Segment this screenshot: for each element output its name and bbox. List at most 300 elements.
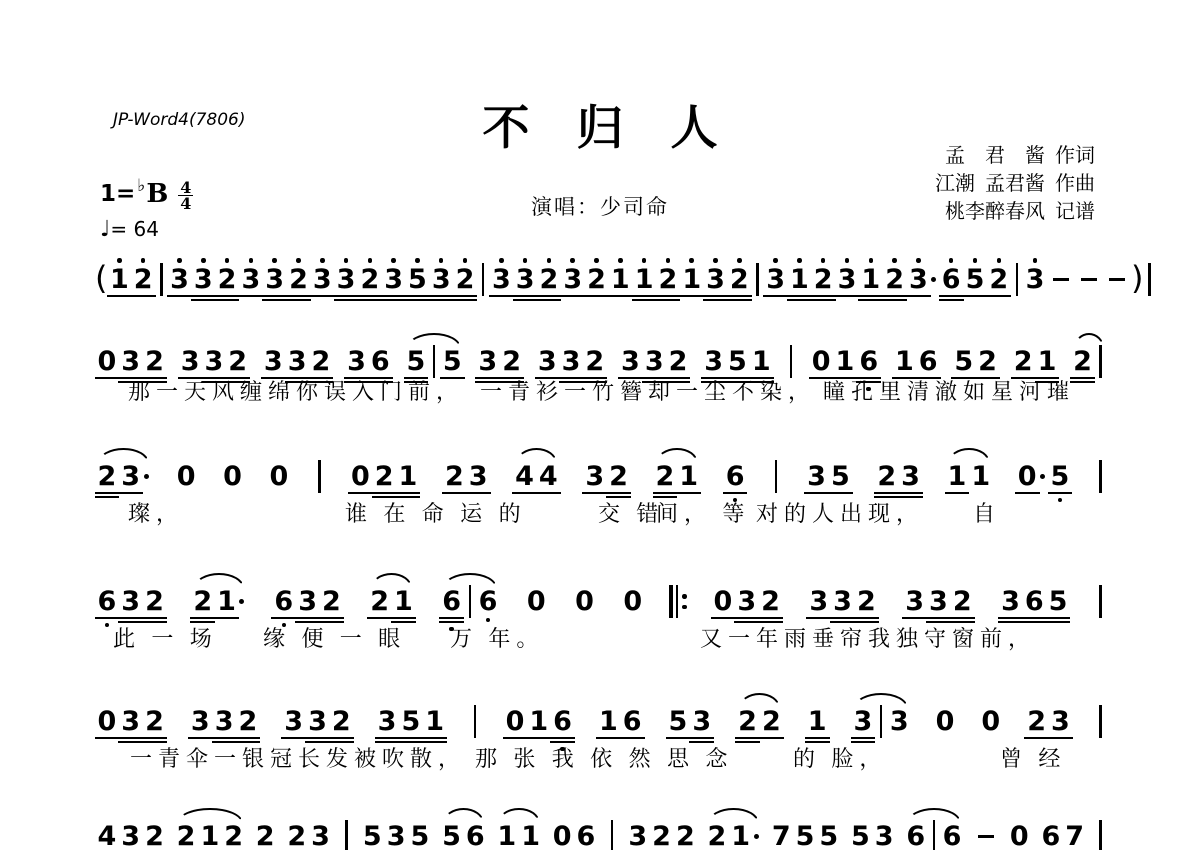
octave-dot-spacer: [370, 815, 375, 820]
note: [657, 258, 679, 309]
note: [108, 258, 130, 305]
note-number: 4: [97, 820, 117, 850]
octave-dot-spacer: [689, 301, 694, 306]
note: [562, 258, 584, 305]
repeat-begin-sign: [669, 585, 687, 618]
octave-dot-spacer: [315, 700, 320, 705]
note-number: 0: [552, 820, 572, 850]
octave-dot-spacer: [962, 340, 967, 345]
beam-underline: [118, 617, 143, 619]
note: [1000, 580, 1022, 631]
beam-underline: [261, 377, 286, 379]
beam-underline: [344, 377, 369, 379]
beam-underline: [396, 496, 421, 498]
beam-underline: [828, 492, 853, 494]
note-group: [95, 815, 166, 850]
beam-underline: [858, 299, 883, 301]
note-group: [979, 700, 1003, 742]
note-number: 3: [1050, 708, 1072, 735]
note: [765, 258, 787, 305]
lyric-phrase: 又一年雨垂帘我独守窗前，: [700, 627, 1037, 652]
octave-dot-spacer: [208, 815, 213, 820]
beam-underline: [950, 617, 975, 619]
barline: [790, 345, 793, 378]
octave-dot-spacer: [184, 455, 189, 460]
beam-underline: [735, 741, 760, 743]
quarter-note-icon: ♩: [100, 217, 111, 242]
beam-underline: [368, 377, 393, 379]
note-group: [561, 258, 609, 305]
octave-dot-above: [1033, 258, 1038, 263]
music-line: [95, 580, 1107, 631]
beam-underline: [809, 377, 834, 379]
octave-dot-spacer: [406, 455, 411, 460]
octave-dot-spacer: [391, 305, 396, 310]
octave-dot-spacer: [368, 305, 373, 310]
note-number: 3: [1025, 263, 1045, 295]
beam-underline: [642, 377, 667, 379]
song-title: 不 归 人: [482, 101, 718, 156]
beam-underline: [319, 621, 344, 623]
octave-dot-above: [949, 258, 954, 263]
note: [525, 580, 547, 622]
beam-underline: [429, 295, 454, 297]
note: [268, 455, 290, 497]
beam-underline: [998, 617, 1023, 619]
barline: [318, 460, 321, 493]
slur-note-group: [174, 815, 245, 850]
note: [789, 258, 811, 309]
note-number: 3: [376, 708, 398, 735]
octave-dot-spacer: [630, 700, 635, 705]
note-group: [382, 258, 477, 309]
note-group: [764, 258, 835, 309]
beam-underline: [584, 295, 609, 297]
beam-underline: [550, 737, 575, 739]
octave-dot-spacer: [815, 700, 820, 705]
time-signature-numerator: 4: [180, 178, 192, 197]
note-group: [155, 258, 168, 296]
octave-dot-above: [272, 258, 277, 263]
beam-underline: [439, 617, 464, 619]
note: [832, 580, 854, 631]
octave-dot-spacer: [277, 493, 282, 498]
beam-underline: [489, 295, 514, 297]
note-group: [489, 258, 560, 309]
octave-dot-spacer: [128, 340, 133, 345]
octave-dot-spacer: [246, 700, 251, 705]
note: [254, 815, 276, 850]
beam-underline: [620, 737, 645, 739]
octave-dot-spacer: [1058, 455, 1063, 460]
note-group: [933, 700, 957, 742]
beam-underline: [334, 295, 359, 297]
octave-dot-spacer: [1058, 700, 1063, 705]
note-group: [680, 258, 751, 309]
octave-dot-spacer: [616, 455, 621, 460]
octave-dot-spacer: [212, 340, 217, 345]
lyric-phrase: 瞳孔里清澈如星河璀: [823, 380, 1076, 405]
octave-dot-above: [344, 258, 349, 263]
octave-dot-spacer: [415, 305, 420, 310]
beam-underline: [372, 492, 397, 494]
note-group: [282, 700, 353, 751]
octave-dot-spacer: [1025, 498, 1030, 503]
note-group: [503, 700, 574, 751]
note: [621, 700, 643, 747]
beam-underline: [235, 741, 260, 743]
note-number: 3: [262, 348, 284, 375]
octave-dot-spacer: [439, 305, 444, 310]
note: [551, 815, 573, 850]
note-group: [769, 815, 840, 850]
beam-underline: [429, 299, 454, 301]
octave-dot-spacer: [592, 455, 597, 460]
beam-underline: [442, 492, 467, 494]
note-group: [583, 455, 631, 506]
octave-dot-spacer: [499, 301, 504, 306]
beam-underline: [319, 617, 344, 619]
note-number: 2: [287, 820, 307, 850]
note: [192, 258, 214, 309]
note: [736, 580, 758, 631]
beam-underline: [596, 737, 621, 739]
octave-dot-spacer: [344, 305, 349, 310]
beam-underline: [1048, 492, 1073, 494]
beam-underline: [703, 295, 728, 297]
octave-dot-above: [225, 258, 230, 263]
beam-underline: [1035, 377, 1060, 379]
note: [430, 258, 452, 309]
note-group: [267, 455, 291, 497]
beam-underline: [689, 737, 714, 739]
beam-underline: [676, 492, 701, 494]
beam-underline: [188, 737, 213, 739]
beam-underline: [811, 295, 836, 297]
note-number: 2: [176, 820, 196, 850]
octave-dot-spacer: [329, 580, 334, 585]
note: [383, 258, 405, 309]
octave-dot-spacer: [128, 455, 133, 460]
octave-dot-spacer: [858, 815, 863, 820]
octave-dot-spacer: [997, 301, 1002, 306]
beam-underline: [107, 295, 132, 297]
beam-underline: [763, 295, 788, 297]
octave-dot-spacer: [184, 815, 189, 820]
octave-dot-spacer: [105, 383, 110, 388]
note-number: 0: [575, 585, 594, 617]
octave-dot-above: [642, 258, 647, 263]
beam-underline: [357, 295, 382, 297]
note-group: [1011, 258, 1024, 296]
note: [400, 700, 422, 751]
octave-dot-spacer: [295, 340, 300, 345]
note: [192, 580, 214, 631]
note: [806, 455, 828, 502]
beam-underline: [833, 377, 858, 379]
note-number: 3: [264, 266, 286, 293]
beam-underline: [606, 496, 631, 498]
note-number: 3: [430, 266, 452, 293]
note-number: 2: [855, 588, 877, 615]
octave-dot-spacer: [768, 580, 773, 585]
octave-dot-spacer: [584, 815, 589, 820]
octave-dot-spacer: [769, 743, 774, 748]
note-number: 2: [667, 348, 689, 375]
slur-note-group: [495, 815, 543, 850]
note-group: [477, 258, 490, 296]
octave-dot-spacer: [817, 580, 822, 585]
note-number: 2: [760, 588, 782, 615]
note-number: 5: [795, 820, 815, 850]
note-number: 0: [981, 705, 1001, 737]
note-number: 2: [1012, 348, 1034, 375]
octave-dot-spacer: [676, 700, 681, 705]
octave-dot-spacer: [885, 455, 890, 460]
note-number: 2: [216, 266, 238, 293]
note: [760, 700, 782, 747]
note-number: 2: [96, 463, 118, 490]
note-number: 5: [400, 708, 422, 735]
note-group: [375, 700, 446, 751]
beam-underline: [606, 492, 631, 494]
note-number: 5: [410, 820, 430, 850]
note-number: 2: [443, 463, 465, 490]
note-number: 3: [928, 588, 950, 615]
duration-dash: [1053, 278, 1069, 281]
octave-dot-spacer: [737, 305, 742, 310]
barline: [1099, 705, 1102, 738]
note: [873, 815, 895, 850]
beam-underline: [734, 617, 759, 619]
octave-dot-spacer: [282, 580, 287, 585]
note-number: 2: [454, 266, 476, 293]
octave-dot-spacer: [249, 301, 254, 306]
note: [712, 580, 734, 627]
note-group: [1094, 815, 1107, 850]
lyricist-credit: 孟 君 酱 作词: [945, 143, 1095, 167]
note: [1064, 815, 1086, 850]
beam-underline: [475, 377, 500, 379]
beam-underline: [679, 295, 704, 297]
beam-underline: [295, 617, 320, 619]
beam-underline: [939, 299, 964, 301]
beam-underline: [916, 377, 941, 379]
barline: [1099, 820, 1102, 850]
note-number: 5: [405, 348, 427, 375]
beam-underline: [854, 621, 879, 623]
octave-dot-spacer: [955, 498, 960, 503]
duration-dash: [978, 835, 994, 838]
note-number: 2: [884, 266, 906, 293]
octave-dot-spacer: [382, 455, 387, 460]
octave-dot-spacer: [699, 700, 704, 705]
barline: [756, 263, 759, 296]
octave-dot-spacer: [1021, 340, 1026, 345]
note-group: [1007, 815, 1031, 850]
note-group: [723, 455, 747, 502]
slur-note-group: [945, 455, 993, 502]
octave-dot-spacer: [537, 700, 542, 705]
barline: [1099, 345, 1102, 378]
note-group: [626, 815, 697, 850]
watermark-label: JP-Word4(7806): [113, 110, 246, 130]
duration-dash: [1081, 278, 1097, 281]
note-group: [550, 815, 598, 850]
note-group: [340, 815, 353, 850]
octave-dot-spacer: [105, 340, 110, 345]
note: [737, 700, 759, 751]
octave-dot-spacer: [128, 815, 133, 820]
octave-dot-spacer: [152, 815, 157, 820]
note: [884, 258, 906, 309]
octave-dot-spacer: [630, 580, 635, 585]
octave-dot-above: [997, 258, 1002, 263]
slur-note-group: [904, 815, 964, 850]
lyric-phrase: 一青衫一竹簪却一尘不染，: [480, 380, 817, 405]
note: [812, 258, 834, 309]
note-number: 2: [145, 820, 164, 850]
note: [667, 700, 689, 747]
barline: [345, 820, 348, 850]
beam-underline: [727, 295, 752, 297]
music-line: [95, 455, 1107, 506]
octave-dot-spacer: [628, 340, 633, 345]
note-number: 5: [829, 463, 851, 490]
note-number: 6: [96, 588, 118, 615]
note-number: 3: [628, 820, 648, 850]
note-group: [972, 815, 1000, 838]
note-number: 5: [441, 348, 463, 375]
note: [537, 455, 559, 502]
beam-underline: [892, 377, 917, 379]
note-number: 1: [971, 460, 991, 492]
note-group: [360, 815, 431, 850]
note-number: 5: [442, 820, 461, 850]
note-number: 6: [478, 585, 498, 617]
note: [264, 258, 286, 309]
note-number: 2: [760, 708, 782, 735]
beam-underline: [142, 621, 167, 623]
octave-dot-spacer: [943, 738, 948, 743]
note-number: 2: [707, 820, 727, 850]
note-number: 2: [1072, 348, 1094, 375]
octave-dot-spacer: [200, 580, 205, 585]
beam-underline: [758, 621, 783, 623]
note-number: 1: [200, 820, 220, 850]
note: [496, 815, 518, 850]
note-number: 2: [144, 588, 166, 615]
note-number: 3: [832, 588, 854, 615]
note-number: 5: [1047, 588, 1069, 615]
note: [297, 580, 319, 631]
tempo-marking: [100, 217, 159, 242]
octave-dot-above: [201, 258, 206, 263]
note: [681, 258, 703, 305]
octave-dot-spacer: [291, 700, 296, 705]
octave-dot-above: [869, 258, 874, 263]
octave-dot-above: [391, 258, 396, 263]
note-number: 3: [283, 708, 305, 735]
octave-dot-spacer: [978, 455, 983, 460]
note: [477, 580, 499, 622]
octave-dot-spacer: [1017, 815, 1022, 820]
note: [1023, 580, 1045, 631]
octave-dot-spacer: [659, 815, 664, 820]
note: [286, 815, 308, 850]
note-number: 2: [369, 588, 391, 615]
beam-underline: [550, 741, 575, 743]
beam-underline: [225, 377, 250, 379]
note: [216, 258, 238, 309]
note-number: 3: [311, 266, 333, 293]
note: [369, 580, 391, 627]
note: [283, 700, 305, 747]
note-number: 1: [528, 708, 550, 735]
note-number: 3: [514, 266, 536, 293]
octave-dot-spacer: [943, 700, 948, 705]
note: [307, 700, 329, 751]
beam-underline: [666, 737, 691, 739]
note-number: 1: [1036, 348, 1058, 375]
note-number: 1: [946, 463, 968, 490]
lyric-phrase: 谁 在 命 运 的: [345, 502, 527, 527]
note: [189, 700, 211, 747]
barline: [1099, 460, 1102, 493]
note-group: [785, 340, 798, 378]
note-number: 0: [269, 460, 289, 492]
octave-dot-spacer: [272, 305, 277, 310]
note: [1047, 580, 1069, 631]
note-number: 2: [988, 266, 1010, 293]
beam-underline: [689, 741, 714, 743]
note-number: 2: [657, 266, 679, 293]
note-number: 3: [335, 266, 357, 293]
note-number: 0: [176, 460, 196, 492]
note-number: 6: [1023, 588, 1045, 615]
octave-dot-spacer: [418, 815, 423, 820]
octave-dot-spacer: [827, 815, 832, 820]
octave-dot-spacer: [897, 738, 902, 743]
beam-underline: [391, 617, 416, 619]
octave-dot-spacer: [128, 580, 133, 585]
note-group: [903, 580, 974, 631]
octave-dot-spacer: [128, 700, 133, 705]
octave-dot-spacer: [663, 455, 668, 460]
note: [514, 258, 536, 309]
octave-dot-spacer: [547, 305, 552, 310]
beam-underline: [405, 295, 430, 297]
note-number: 3: [286, 348, 308, 375]
octave-dot-spacer: [452, 455, 457, 460]
note: [237, 700, 259, 751]
octave-dot-spacer: [117, 301, 122, 306]
note-number: 1: [424, 708, 446, 735]
beam-underline: [725, 377, 750, 379]
beam-underline: [851, 737, 876, 739]
note: [574, 580, 596, 622]
beam-underline: [178, 377, 203, 379]
note: [288, 258, 310, 309]
beam-underline: [851, 741, 876, 743]
beam-underline: [191, 295, 216, 297]
beam-underline: [167, 295, 192, 297]
beam-underline: [357, 299, 382, 301]
slur-note-group: [513, 455, 561, 502]
note-group: [285, 815, 333, 850]
flat-icon: ♭: [137, 176, 146, 196]
note-number: 2: [654, 463, 676, 490]
